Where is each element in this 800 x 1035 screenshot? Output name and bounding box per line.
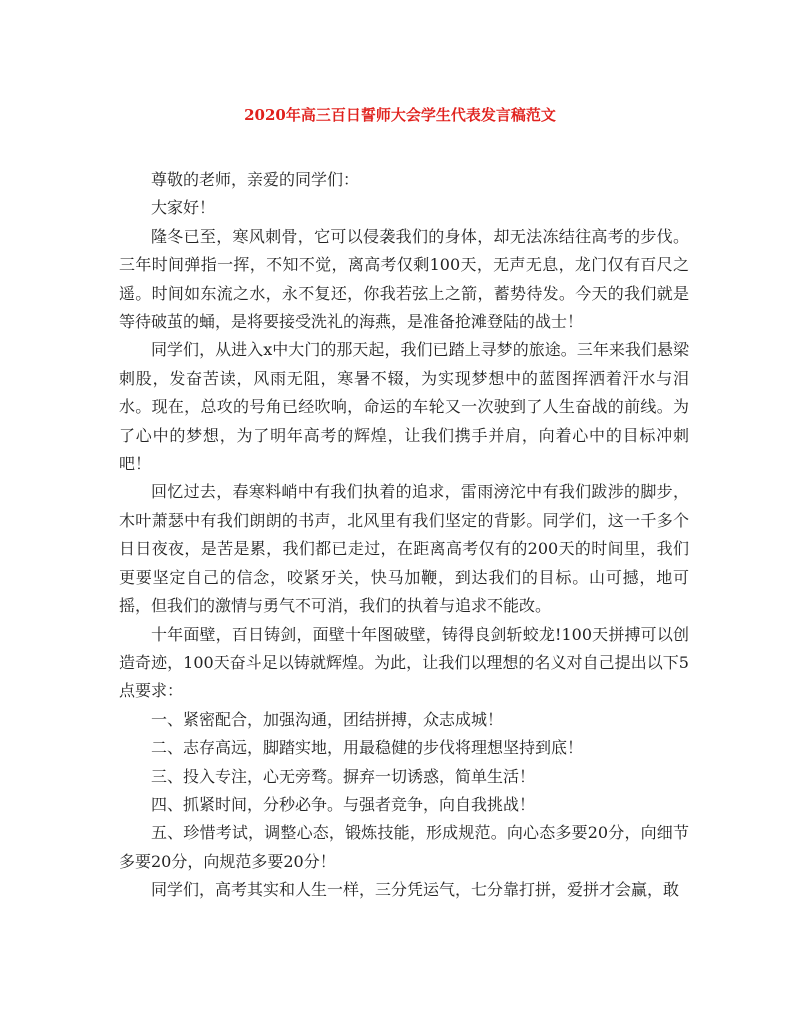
list-item: 三、投入专注，心无旁骛。摒弃一切诱惑，简单生活！ [151, 766, 536, 786]
paragraph: 同学们，从进入x中大门的那天起，我们已踏上寻梦的旅途。三年来我们悬梁刺股，发奋苦读，风雨无阻，寒暑不辍，为实现梦想中的蓝图挥洒着汗水与泪水。现在，总攻的号角已经吹响，命运的车轮又一次驶到了人生奋战的前线。为了心中的梦想，为了明年高考的辉煌，让我们携手并肩，向着心中的目标冲刺吧！ [119, 340, 689, 474]
paragraph: 十年面壁，百日铸剑，面壁十年图破壁，铸得良剑斩蛟龙!100天拼搏可以创造奇迹，100天奋斗足以铸就辉煌。为此，让我们以理想的名义对自己提出以下5点要求： [119, 624, 689, 701]
paragraph: 隆冬已至，寒风刺骨，它可以侵袭我们的身体，却无法冻结往高考的步伐。三年时间弹指一挥，不知不觉，离高考仅剩100天，无声无息，龙门仅有百尺之遥。时间如东流之水，永不复还，你我若弦上之箭，蓄势待发。今天的我们就是等待破茧的蛹，是将要接受洗礼的海燕，是准备抢滩登陆的战士！ [119, 226, 689, 332]
document-title: 2020年高三百日誓师大会学生代表发言稿范文 [244, 106, 556, 124]
paragraph: 回忆过去，春寒料峭中有我们执着的追求，雷雨滂沱中有我们跋涉的脚步，木叶萧瑟中有我们朗朗的书声，北风里有我们坚定的背影。同学们，这一千多个日日夜夜，是苦是累，我们都已走过，在距离高考仅有的200天的时间里，我们更要坚定自己的信念，咬紧牙关，快马加鞭，到达我们的目标。山可撼，地可摇，但我们的激情与勇气不可消，我们的执着与追求不能改。 [119, 482, 689, 616]
list-item: 一、紧密配合，加强沟通，团结拼搏，众志成城！ [151, 709, 504, 729]
list-item: 四、抓紧时间，分秒必争。与强者竞争，向自我挑战！ [151, 794, 536, 814]
document-body [119, 166, 689, 905]
paragraph: 同学们，高考其实和人生一样，三分凭运气，七分靠打拼，爱拼才会赢，敢 [151, 880, 680, 900]
salutation: 尊敬的老师，亲爱的同学们： [151, 170, 360, 189]
greeting: 大家好！ [151, 198, 216, 218]
list-item: 二、志存高远，脚踏实地，用最稳健的步伐将理想坚持到底！ [151, 738, 584, 758]
list-item: 五、珍惜考试，调整心态，锻炼技能，形成规范。向心态多要20分，向细节多要20分，向规范多要20分！ [119, 823, 689, 871]
